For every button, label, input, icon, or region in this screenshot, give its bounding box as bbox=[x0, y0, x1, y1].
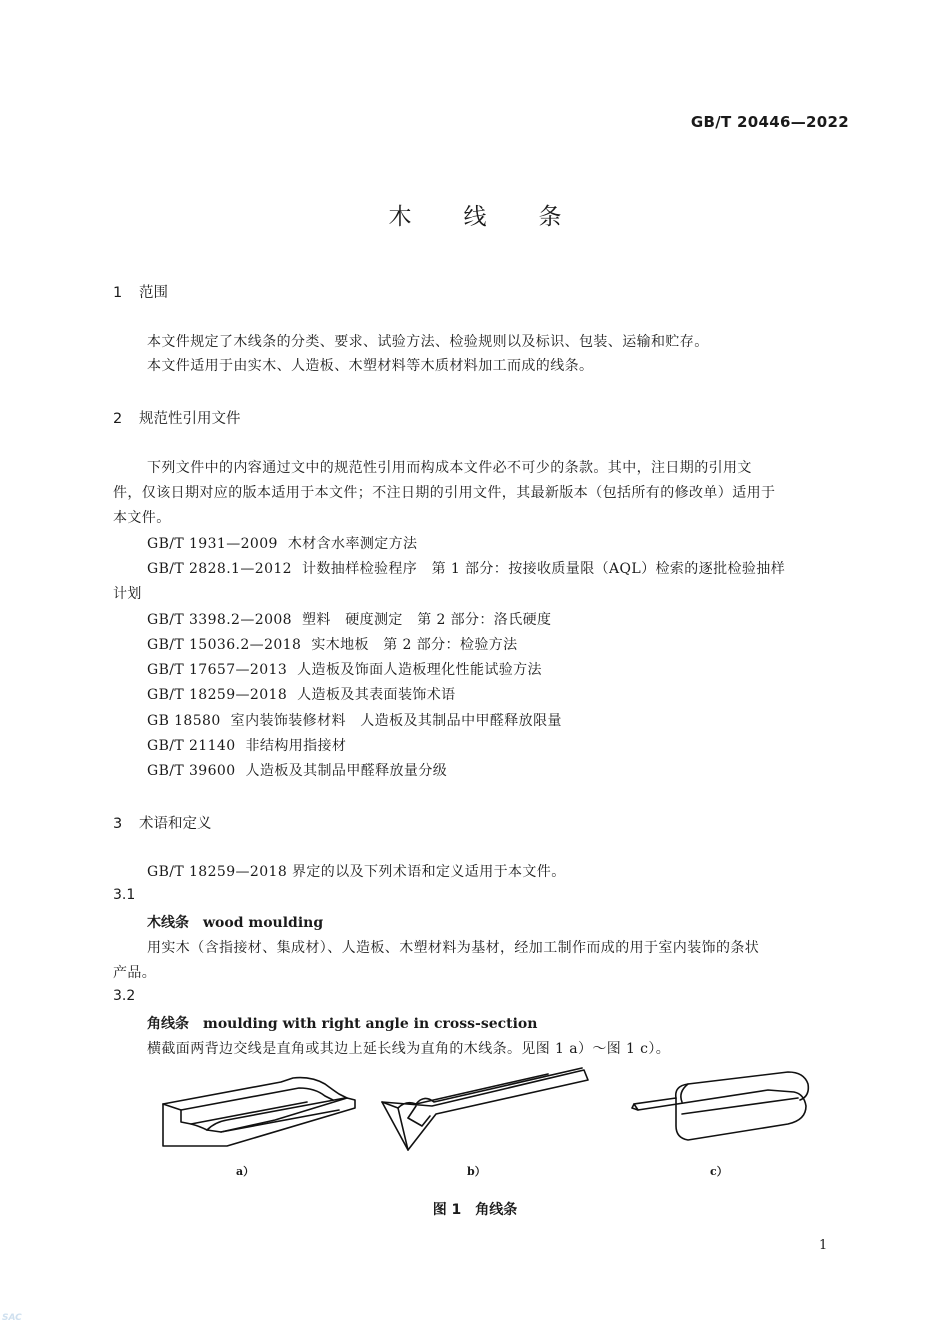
figure-1c-label: c） bbox=[710, 1165, 728, 1178]
reference-item bbox=[147, 659, 542, 679]
reference-item bbox=[147, 634, 518, 654]
paragraph: 本文件适用于由实木、人造板、木塑材料等木质材料加工而成的线条。 bbox=[147, 358, 594, 374]
reference-item bbox=[147, 760, 447, 780]
term-en: wood moulding bbox=[203, 915, 324, 931]
figure-1a-label: a） bbox=[236, 1165, 255, 1178]
paragraph: 本文件规定了木线条的分类、要求、试验方法、检验规则以及标识、包装、运输和贮存。 bbox=[147, 334, 709, 350]
section-title: 范围 bbox=[139, 285, 168, 301]
definition-line: 产品。 bbox=[113, 965, 157, 981]
page-number: 1 bbox=[819, 1238, 828, 1253]
section-3-heading bbox=[113, 812, 212, 833]
reference-code: GB/T 21140 bbox=[147, 738, 236, 754]
figure-1c-drawing bbox=[628, 1062, 813, 1147]
figure-1b-label: b） bbox=[467, 1165, 486, 1178]
reference-title: 人造板及其表面装饰术语 bbox=[297, 687, 456, 703]
reference-code: GB/T 1931—2009 bbox=[147, 536, 278, 552]
reference-continuation: 计划 bbox=[113, 586, 142, 602]
reference-title: 木材含水率测定方法 bbox=[287, 536, 418, 552]
term-zh: 木线条 bbox=[147, 915, 189, 931]
reference-title: 人造板及饰面人造板理化性能试验方法 bbox=[297, 662, 542, 678]
section-1-heading bbox=[113, 281, 168, 302]
sac-watermark: SAC bbox=[2, 1313, 22, 1323]
reference-code: GB/T 3398.2—2008 bbox=[147, 612, 292, 628]
reference-item bbox=[147, 558, 785, 578]
section-number: 1 bbox=[113, 285, 123, 301]
reference-item bbox=[147, 609, 551, 629]
section-title: 术语和定义 bbox=[139, 816, 212, 832]
section-number: 3 bbox=[113, 816, 123, 832]
reference-title: 人造板及其制品甲醛释放量分级 bbox=[245, 763, 448, 779]
page-title: 木线条 bbox=[388, 204, 614, 230]
reference-title: 非结构用指接材 bbox=[245, 738, 347, 754]
figure-1b-drawing bbox=[378, 1062, 593, 1157]
term-number: 3.2 bbox=[113, 988, 136, 1004]
term-heading bbox=[147, 1013, 537, 1033]
reference-title: 计数抽样检验程序 第 1 部分：按接收质量限（AQL）检索的逐批检验抽样 bbox=[302, 561, 786, 577]
reference-item bbox=[147, 533, 417, 553]
section-title: 规范性引用文件 bbox=[139, 411, 241, 427]
reference-item bbox=[147, 735, 346, 755]
figure-caption: 图 1 角线条 bbox=[432, 1202, 518, 1218]
paragraph-line: 本文件。 bbox=[113, 510, 171, 526]
definition-line: 用实木（含指接材、集成材）、人造板、木塑材料为基材，经加工制作而成的用于室内装饰的条状 bbox=[147, 940, 760, 956]
section-number: 2 bbox=[113, 411, 123, 427]
paragraph-line: 下列文件中的内容通过文中的规范性引用而构成本文件必不可少的条款。其中，注日期的引用文 bbox=[147, 460, 752, 476]
reference-item bbox=[147, 684, 456, 704]
reference-item bbox=[147, 710, 562, 730]
reference-title: 室内装饰装修材料 人造板及其制品中甲醛释放限量 bbox=[230, 713, 562, 729]
term-en: moulding with right angle in cross-section bbox=[203, 1016, 538, 1032]
reference-title: 实木地板 第 2 部分：检验方法 bbox=[311, 637, 518, 653]
definition-line: 横截面两背边交线是直角或其边上延长线为直角的木线条。见图 1 a）～图 1 c）。 bbox=[147, 1041, 671, 1057]
term-zh: 角线条 bbox=[147, 1016, 189, 1032]
paragraph-line: 件，仅该日期对应的版本适用于本文件；不注日期的引用文件，其最新版本（包括所有的修改单）适用于 bbox=[113, 485, 776, 501]
figure-1a-drawing bbox=[155, 1060, 365, 1156]
reference-code: GB 18580 bbox=[147, 713, 221, 729]
section-2-heading bbox=[113, 407, 241, 428]
paragraph: GB/T 18259—2018 界定的以及下列术语和定义适用于本文件。 bbox=[147, 864, 566, 880]
reference-title: 塑料 硬度测定 第 2 部分：洛氏硬度 bbox=[302, 612, 552, 628]
reference-code: GB/T 18259—2018 bbox=[147, 687, 288, 703]
reference-code: GB/T 17657—2013 bbox=[147, 662, 288, 678]
reference-code: GB/T 39600 bbox=[147, 763, 236, 779]
document-id: GB/T 20446—2022 bbox=[690, 113, 849, 131]
reference-code: GB/T 2828.1—2012 bbox=[147, 561, 292, 577]
term-number: 3.1 bbox=[113, 887, 136, 903]
term-heading bbox=[147, 912, 323, 932]
reference-code: GB/T 15036.2—2018 bbox=[147, 637, 302, 653]
